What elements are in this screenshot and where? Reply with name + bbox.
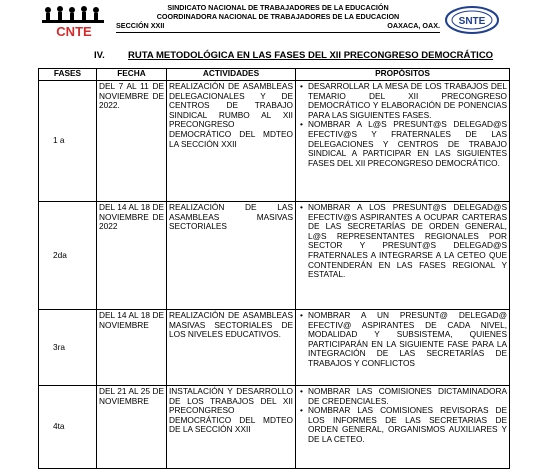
fecha-cell: DEL 14 AL 18 DE NOVIEMBRE [97, 310, 167, 386]
fecha-cell: DEL 21 AL 25 DE NOVIEMBRE [97, 386, 167, 469]
actividades-cell: REALIZACIÓN DE ASAMBLEAS DELEGACIONALES Y DE CENTROS DE TRABAJO SINDICAL RUMBO AL XII PRECONGRESO DEMOCRÁTICO DEL MDTEO LA SECCIÓN XXII [167, 81, 296, 202]
header [116, 4, 440, 30]
proposito-item: • DESARROLLAR LA MESA DE LOS TRABAJOS DEL TEMARIO DEL XII PRECONGRESO DEMOCRÁTICO Y ELABORACIÓN DE PONENCIAS PARA LAS SIGUIENTES FASES. [308, 82, 507, 120]
actividades-cell: REALIZACIÓN DE ASAMBLEAS MASIVAS SECTORIALES DE LOS NIVELES EDUCATIVOS. [167, 310, 296, 386]
header-location: OAXACA, OAX. [387, 21, 440, 31]
propositos-cell [296, 202, 510, 310]
actividades-cell: INSTALACIÓN Y DESARROLLO DE LOS TRABAJOS DEL XII PRECONGRESO DEMOCRÁTICO DEL MDTEO DE LA SECCIÓN XXII [167, 386, 296, 469]
header-line-1: SINDICATO NACIONAL DE TRABAJADORES DE LA EDUCACIÓN [167, 3, 389, 12]
table-row [39, 310, 510, 386]
table-row [39, 81, 510, 202]
proposito-item: • NOMBRAR A LOS PRESUNT@S DELEGAD@S EFECTIV@S ASPIRANTES A OCUPAR CARTERAS DE LAS SECRETARÍAS DE ORDEN GENERAL, L@S REPRESENTANTES REGIONALES POR SECTOR Y PRESUNT@S DELEGAD@S FRATERNALES A INTEGRARSE A LA CETEO QUE CONTENDERÁN EN LAS FASES REGIONAL Y ESTATAL. [308, 203, 507, 280]
fecha-cell: DEL 14 AL 18 DE NOVIEMBRE DE 2022 [97, 202, 167, 310]
section-heading: RUTA METODOLÓGICA EN LAS FASES DEL XII PRECONGRESO DEMOCRÁTICO [128, 50, 494, 61]
header-fases: FASES [39, 69, 97, 81]
header-propositos: PROPÓSITOS [296, 69, 510, 81]
header-section: SECCIÓN XXII [116, 21, 165, 31]
propositos-cell [296, 81, 510, 202]
section-number: IV. [94, 50, 105, 61]
table-row [39, 386, 510, 469]
header-rule [116, 32, 440, 33]
fecha-cell: DEL 7 AL 11 DE NOVIEMBRE DE 2022. [97, 81, 167, 202]
header-actividades: ACTIVIDADES [167, 69, 296, 81]
actividades-cell: REALIZACIÓN DE LAS ASAMBLEAS MASIVAS SECTORIALES [167, 202, 296, 310]
proposito-item: • NOMBRAR LAS COMISIONES REVISORAS DE LOS INFORMES DE LAS SECRETARIAS DE ORDEN GENERAL, ORGANISMOS AUXILIARES Y DE LA CETEO. [308, 406, 507, 444]
cnte-logo-text: CNTE [56, 24, 92, 39]
propositos-cell [296, 310, 510, 386]
fase-cell: 1 a [39, 81, 97, 202]
fase-cell: 2da [39, 202, 97, 310]
phases-table [38, 68, 510, 469]
header-fecha: FECHA [97, 69, 167, 81]
snte-logo [444, 5, 500, 37]
header-line-2: COORDINADORA NACIONAL DE TRABAJADORES DE LA EDUCACION [156, 11, 400, 21]
table-row [39, 202, 510, 310]
proposito-item: • NOMBRAR A L@S PRESUNT@S DELEGAD@S EFECTIV@S Y FRATERNALES DE LAS DELEGACIONES Y CENTROS DE TRABAJO SINDICAL A PARTICIPAR EN LAS SIGUIENTES FASES DEL XII PRECONGRESO DEMOCRÁTICO. [308, 120, 507, 168]
snte-logo-text: SNTE [458, 16, 486, 27]
propositos-cell [296, 386, 510, 469]
proposito-item: • NOMBRAR A UN PRESUNT@ DELEGAD@ EFECTIV@ ASPIRANTES DE CADA NIVEL, MODALIDAD Y SUBSISTEMA, QUIENES PARTICIPARÁN EN LA SIGUIENTE FASE PARA LA INTEGRACIÓN DE LAS SECRETARÍAS DE TRABAJOS Y CONFLICTOS [308, 311, 507, 369]
table-header-row [39, 69, 510, 81]
proposito-item: • NOMBRAR LAS COMISIONES DICTAMINADORA DE CREDENCIALES. [308, 387, 507, 406]
cnte-logo [38, 5, 110, 39]
fase-cell: 3ra [39, 310, 97, 386]
fase-cell: 4ta [39, 386, 97, 469]
